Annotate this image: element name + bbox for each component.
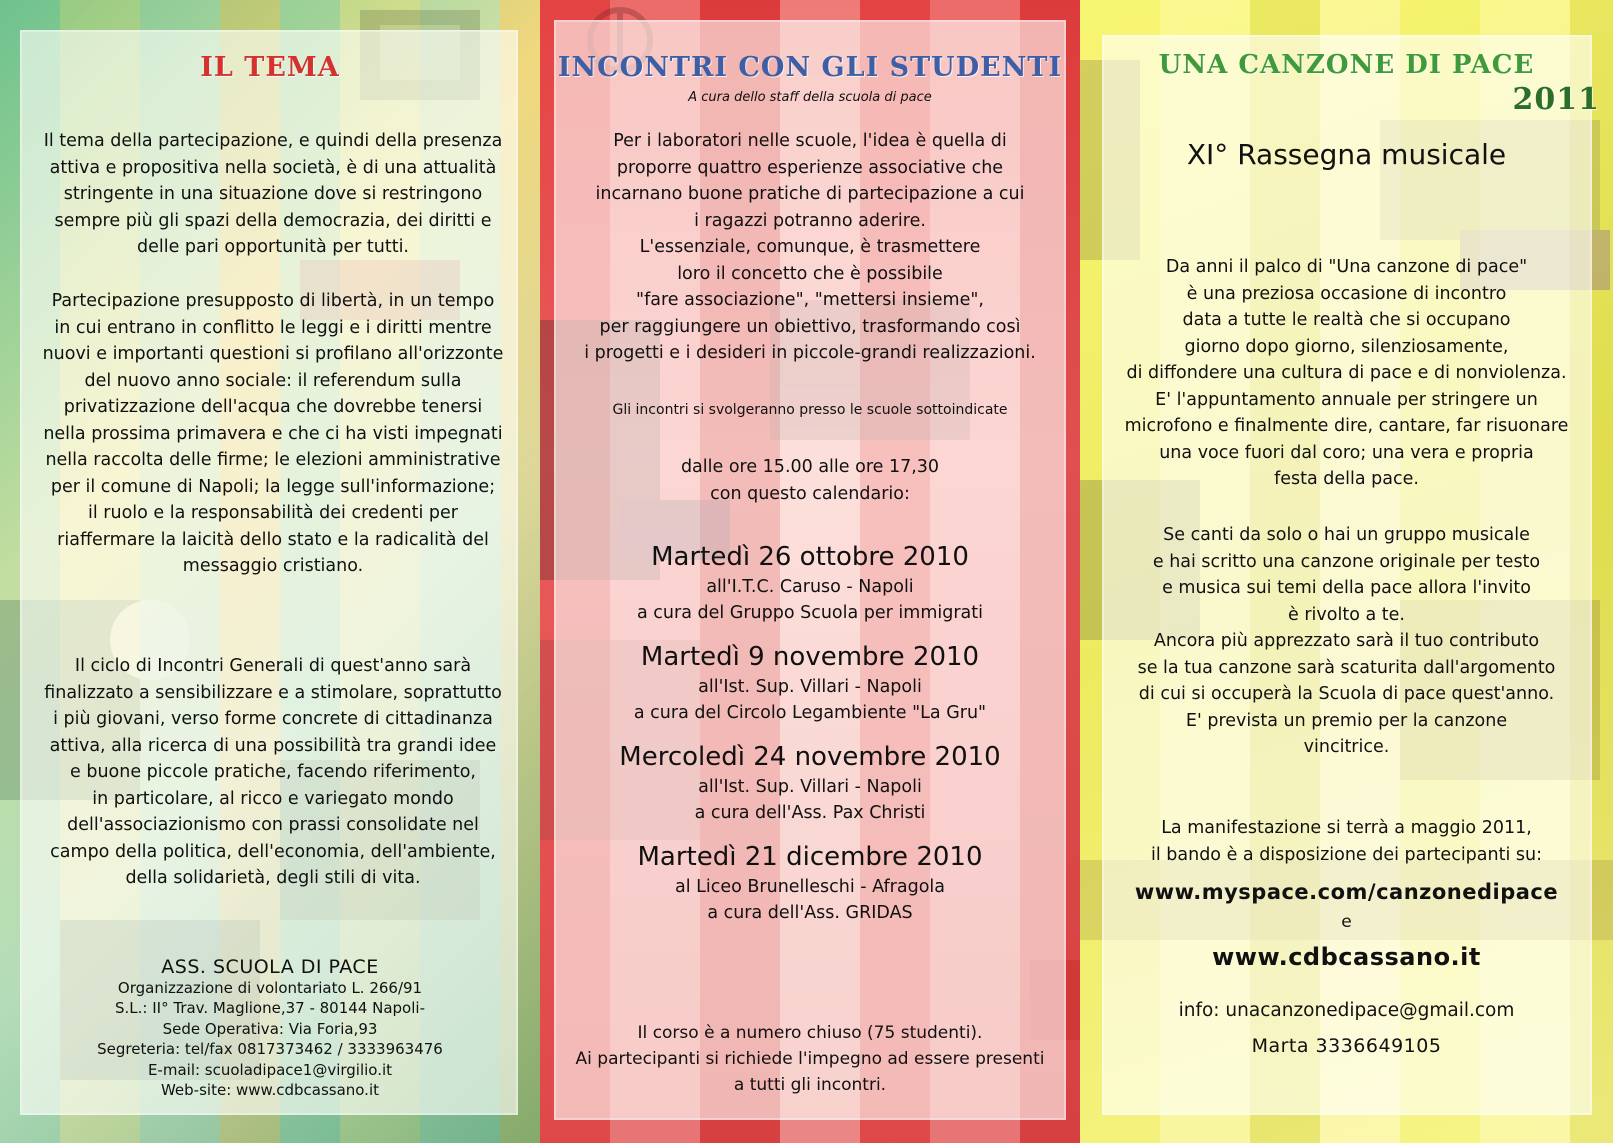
panel-il-tema [0, 0, 540, 1143]
paragraph-laboratori [560, 128, 1060, 367]
info-email[interactable]: info: unacanzonedipace@gmail.com [1178, 1000, 1515, 1021]
text-line: in particolare, al ricco e variegato mondo [92, 788, 454, 809]
text-line: dalle ore 15.00 alle ore 17,30 [680, 457, 940, 477]
text-line: giorno dopo giorno, silenziosamente, [1184, 336, 1509, 357]
myspace-link[interactable]: www.myspace.com/canzonedipace [1134, 880, 1559, 904]
panel-canzone-di-pace [1080, 0, 1613, 1143]
event-item [540, 540, 1080, 626]
text-line: e musica sui temi della pace allora l'invito [1162, 578, 1531, 598]
text-line: i progetti e i desideri in piccole-grandi realizzazioni. [584, 343, 1036, 363]
text-line: delle pari opportunità per tutti. [137, 237, 409, 257]
text-line: Partecipazione presupposto di libertà, in un tempo [51, 291, 495, 311]
event-item [540, 840, 1080, 926]
event-date: Martedì 9 novembre 2010 [640, 642, 980, 672]
text-line: E' l'appuntamento annuale per stringere un [1155, 389, 1538, 410]
organization-footer [40, 957, 500, 1101]
text-line: il ruolo e la responsabilità dei credenti per [88, 503, 458, 523]
text-line: se la tua canzone sarà scaturita dall'argomento [1137, 657, 1556, 678]
org-website: Web-site: www.cdbcassano.it [160, 1081, 379, 1099]
text-line: sempre più gli spazi della democrazia, dei diritti e [54, 210, 492, 231]
paragraph-manifestazione [1090, 815, 1603, 868]
event-curator: a cura dell'Ass. GRIDAS [707, 903, 913, 923]
text-line: La manifestazione si terrà a maggio 2011, [1161, 818, 1532, 838]
text-line: E' prevista un premio per la canzone [1185, 710, 1508, 731]
text-line: il bando è a disposizione dei partecipanti su: [1150, 844, 1542, 865]
org-legal: Organizzazione di volontariato L. 266/91 [117, 978, 423, 997]
text-line: microfono e finalmente dire, cantare, far risuonare [1124, 416, 1569, 436]
event-place: all'I.T.C. Caruso - Napoli [706, 577, 914, 597]
text-line: Per i laboratori nelle scuole, l'idea è quella di [613, 131, 1007, 151]
text-line: dell'associazionismo con prassi consolidate nel [67, 815, 479, 835]
text-line: "fare associazione", "mettersi insieme", [636, 290, 984, 310]
text-line: incarnano buone pratiche di partecipazione a cui [595, 184, 1025, 204]
event-date: Martedì 21 dicembre 2010 [637, 842, 983, 872]
text-line: e buone piccole pratiche, facendo riferimento, [70, 762, 476, 782]
text-line: Il ciclo di Incontri Generali di quest'anno sarà [74, 656, 472, 676]
text-line: è una preziosa occasione di incontro [1186, 283, 1507, 304]
contact-phone: Marta 3336649105 [1251, 1035, 1442, 1057]
text-line: Il corso è a numero chiuso (75 studenti). [637, 1023, 983, 1043]
paragraph-invito [1090, 522, 1603, 761]
event-curator: a cura del Circolo Legambiente "La Gru" [633, 703, 987, 723]
cdbcassano-link[interactable]: www.cdbcassano.it [1212, 943, 1481, 971]
panel-title: UNA CANZONE DI PACE [1158, 50, 1535, 80]
text-line: del nuovo anno sociale: il referendum sulla [84, 370, 462, 391]
and-word: e [1341, 912, 1352, 932]
text-line: con questo calendario: [710, 483, 910, 504]
text-line: una voce fuori dal coro; una vera e propria [1159, 442, 1534, 463]
event-curator: a cura del Gruppo Scuola per immigrati [637, 603, 983, 623]
text-line: Ancora più apprezzato sarà il tuo contributo [1153, 631, 1540, 651]
text-line: i più giovani, verso forme concrete di cittadinanza [53, 709, 493, 729]
org-operative-seat: Sede Operativa: Via Foria,93 [162, 1019, 378, 1038]
curated-by: A cura dello staff della scuola di pace [688, 90, 932, 105]
text-line: a tutti gli incontri. [733, 1075, 887, 1095]
text-line: i ragazzi potranno aderire. [694, 210, 926, 231]
text-line: di cui si occuperà la Scuola di pace quest'anno. [1138, 684, 1555, 704]
text-line: nella prossima primavera e che ci ha visti impegnati [43, 423, 503, 444]
paragraph-partecipazione [28, 128, 518, 261]
text-line: e hai scritto una canzone originale per testo [1152, 551, 1541, 572]
text-line: riaffermare la laicità dello stato e la radicalità del [57, 529, 489, 550]
text-line: vincitrice. [1303, 737, 1390, 757]
panel-title: IL TEMA [200, 52, 340, 83]
text-line: privatizzazione dell'acqua che dovrebbe tenersi [63, 397, 483, 417]
text-line: finalizzato a sensibilizzare e a stimolare, soprattutto [44, 682, 502, 703]
text-line: L'essenziale, comunque, è trasmettere [639, 237, 981, 257]
text-line: proporre quattro esperienze associative che [616, 157, 1004, 178]
org-name: ASS. SCUOLA DI PACE [161, 956, 379, 978]
text-line: di diffondere una cultura di pace e di nonviolenza. [1126, 363, 1567, 383]
text-line: festa della pace. [1274, 469, 1419, 489]
text-line: Ai partecipanti si richiede l'impegno ad essere presenti [575, 1049, 1045, 1069]
text-line: per raggiungere un obiettivo, trasformando così [599, 316, 1021, 337]
text-line: data a tutte le realtà che si occupano [1182, 310, 1511, 330]
text-line: attiva e propositiva nella società, è di una attualità [49, 157, 497, 178]
text-line: messaggio cristiano. [182, 556, 364, 576]
event-place: all'Ist. Sup. Villari - Napoli [698, 677, 922, 697]
event-place: all'Ist. Sup. Villari - Napoli [698, 777, 922, 797]
text-line: in cui entrano in conflitto le leggi e i diritti mentre [54, 317, 492, 338]
paragraph-palco [1090, 254, 1603, 493]
event-curator: a cura dell'Ass. Pax Christi [694, 803, 926, 823]
schools-note: Gli incontri si svolgeranno presso le scuole sottoindicate [612, 402, 1008, 418]
paragraph-ciclo-incontri [28, 653, 518, 892]
text-line: campo della politica, dell'economia, dell'ambiente, [50, 841, 496, 862]
text-line: loro il concetto che è possibile [677, 263, 943, 284]
text-line: attiva, alla ricerca di una possibilità tra grandi idee [49, 735, 497, 756]
text-line: nella raccolta delle firme; le elezioni amministrative [45, 450, 501, 470]
text-line: della solidarietà, degli stili di vita. [125, 868, 421, 888]
paragraph-liberta [28, 288, 518, 580]
event-item [540, 740, 1080, 826]
text-line: per il comune di Napoli; la legge sull'informazione; [50, 476, 496, 497]
text-line: Da anni il palco di "Una canzone di pace" [1165, 257, 1528, 277]
org-address: S.L.: II° Trav. Maglione,37 - 80144 Napoli- [115, 999, 425, 1017]
rassegna-subtitle: XI° Rassegna musicale [1186, 138, 1507, 171]
event-date: Martedì 26 ottobre 2010 [651, 542, 969, 572]
text-line: nuovi e importanti questioni si profilano all'orizzonte [42, 344, 504, 364]
event-item [540, 640, 1080, 726]
event-place: al Liceo Brunelleschi - Afragola [674, 877, 946, 897]
text-line: stringente in una situazione dove si restringono [63, 184, 483, 204]
event-date: Mercoledì 24 novembre 2010 [619, 742, 1001, 772]
text-line: Il tema della partecipazione, e quindi della presenza [43, 131, 503, 151]
schedule-times [540, 454, 1080, 507]
text-line: Se canti da solo o hai un gruppo musicale [1163, 525, 1530, 545]
event-year: 2011 [1512, 82, 1600, 117]
text-line: è rivolto a te. [1288, 604, 1405, 625]
org-email: E-mail: scuoladipace1@virgilio.it [147, 1060, 393, 1079]
org-phone: Segreteria: tel/fax 0817373462 / 3333963476 [97, 1040, 443, 1058]
panel-incontri [540, 0, 1080, 1143]
panel-title: INCONTRI CON GLI STUDENTI [557, 52, 1063, 83]
event-calendar [540, 540, 1080, 940]
course-closing-note [550, 1020, 1070, 1098]
